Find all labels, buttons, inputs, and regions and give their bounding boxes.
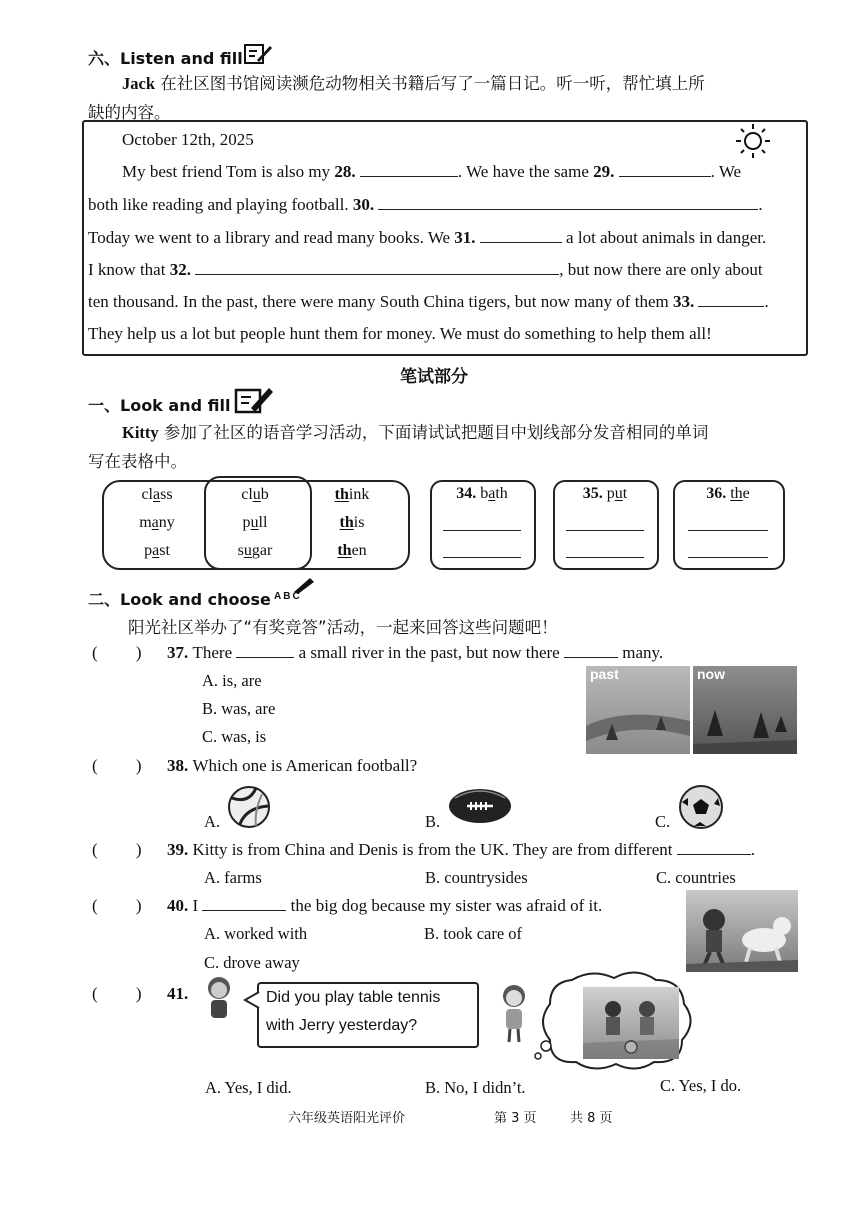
section1-intro-line2: 写在表格中。 [88, 452, 187, 471]
q39-option-c[interactable]: C. countries [656, 868, 736, 887]
girl-avatar [201, 974, 237, 1020]
pencil-paper-icon [233, 384, 275, 416]
blank-28[interactable] [360, 176, 458, 177]
kids-playing-football-image [583, 987, 679, 1059]
q41-number: 41. [167, 984, 189, 1003]
q37-option-a[interactable]: A. is, are [202, 671, 262, 690]
phonics-word: past [144, 542, 170, 559]
phonics-word: sugar [237, 542, 273, 559]
phonics-word: then [337, 542, 367, 559]
q38-option-a[interactable]: A. [204, 812, 221, 831]
q41-option-b[interactable]: B. No, I didn’t. [425, 1078, 526, 1097]
bubble-tail [243, 990, 261, 1010]
section6-intro-line2: 缺的内容。 [88, 103, 171, 122]
bubble-line2: with Jerry yesterday? [266, 1017, 418, 1034]
q40-stem: 40. I the big dog because my sister was afraid of it. [167, 896, 603, 915]
now-river-image: now [693, 666, 797, 754]
section2-intro: 阳光社区举办了“有奖竞答”活动，一起来回答这些问题吧！ [128, 618, 558, 637]
diary-line4: I know that 32. , but now there are only about [88, 260, 763, 279]
phonics-word: think [334, 486, 370, 503]
past-river-image: past [586, 666, 690, 754]
footer-page: 第 3 页 [494, 1111, 537, 1126]
q41-option-c[interactable]: C. Yes, I do. [660, 1076, 742, 1095]
boy-chasing-dog-image [686, 890, 798, 972]
blank-30[interactable] [378, 209, 758, 210]
blank-33[interactable] [698, 306, 764, 307]
blank-31[interactable] [480, 242, 562, 243]
bubble-line1: Did you play table tennis [266, 989, 441, 1006]
q38-option-c[interactable]: C. [655, 812, 671, 831]
q40-option-c[interactable]: C. drove away [204, 953, 300, 972]
q35-word: 35. put [582, 485, 628, 502]
q37-option-b[interactable]: B. was, are [202, 699, 276, 718]
volleyball-icon[interactable] [226, 784, 272, 830]
q39-answer-parens[interactable]: ( ) [92, 840, 142, 859]
soccer-ball-icon[interactable] [678, 784, 724, 830]
diary-line1: My best friend Tom is also my 28. . We have the same 29. . We [122, 162, 742, 181]
q40-option-a[interactable]: A. worked with [204, 924, 308, 943]
phonics-word: class [141, 486, 173, 503]
section1-intro-line1: Kitty 参加了社区的语音学习活动，下面请试试把题目中划线部分发音相同的单词 [122, 423, 709, 442]
section6-title: 六、Listen and fill [88, 49, 243, 68]
q36-blank-2[interactable] [688, 557, 768, 558]
q40-option-b[interactable]: B. took care of [424, 924, 523, 943]
diary-line5: ten thousand. In the past, there were many South China tigers, but now many of them 33. . [88, 292, 769, 311]
blank-32[interactable] [195, 274, 559, 275]
phonics-word: this [339, 514, 365, 531]
q39-option-a[interactable]: A. farms [204, 868, 262, 887]
q40-answer-parens[interactable]: ( ) [92, 896, 142, 915]
q35-blank-1[interactable] [566, 530, 644, 531]
q37-stem: 37. There a small river in the past, but now there many. [167, 643, 664, 662]
section6-intro-line1: Jack 在社区图书馆阅读濒危动物相关书籍后写了一篇日记。听一听，帮忙填上所 [122, 74, 705, 93]
q41-answer-parens[interactable]: ( ) [92, 984, 142, 1003]
q39-stem: 39. Kitty is from China and Denis is from the UK. They are from different . [167, 840, 755, 859]
q36-word: 36. the [706, 485, 750, 502]
q39-option-b[interactable]: B. countrysides [425, 868, 528, 887]
blank-29[interactable] [619, 176, 711, 177]
footer-total: 共 8 页 [570, 1111, 613, 1126]
american-football-icon[interactable] [447, 786, 513, 826]
q34-blank-1[interactable] [443, 530, 521, 531]
q37-answer-parens[interactable]: ( ) [92, 643, 142, 662]
q41-option-a[interactable]: A. Yes, I did. [205, 1078, 292, 1097]
phonics-word: many [139, 514, 175, 531]
diary-line2: both like reading and playing football. 30. . [88, 195, 763, 214]
written-heading: 笔试部分 [400, 367, 468, 387]
q38-option-b[interactable]: B. [425, 812, 441, 831]
q38-stem: 38. Which one is American football? [167, 756, 418, 775]
diary-line3: Today we went to a library and read many books. We 31. a lot about animals in danger. [88, 228, 767, 247]
phonics-word: pull [242, 514, 268, 531]
girl-figure [496, 982, 532, 1044]
sun-icon [734, 122, 772, 160]
q36-blank-1[interactable] [688, 530, 768, 531]
section2-title: 二、Look and choose [88, 590, 271, 609]
q38-answer-parens[interactable]: ( ) [92, 756, 142, 775]
diary-date: October 12th, 2025 [122, 130, 254, 149]
abc-pencil-icon: ABC [272, 576, 316, 606]
phonics-word: club [241, 486, 269, 503]
q37-option-c[interactable]: C. was, is [202, 727, 267, 746]
diary-line6: They help us a lot but people hunt them for money. We must do something to help them all! [88, 324, 712, 343]
q34-blank-2[interactable] [443, 557, 521, 558]
section1-title: 一、Look and fill [88, 396, 231, 415]
footer-title: 六年级英语阳光评价 [288, 1111, 406, 1126]
pencil-paper-icon [243, 42, 273, 66]
q35-blank-2[interactable] [566, 557, 644, 558]
q34-word: 34. bath [456, 485, 508, 502]
